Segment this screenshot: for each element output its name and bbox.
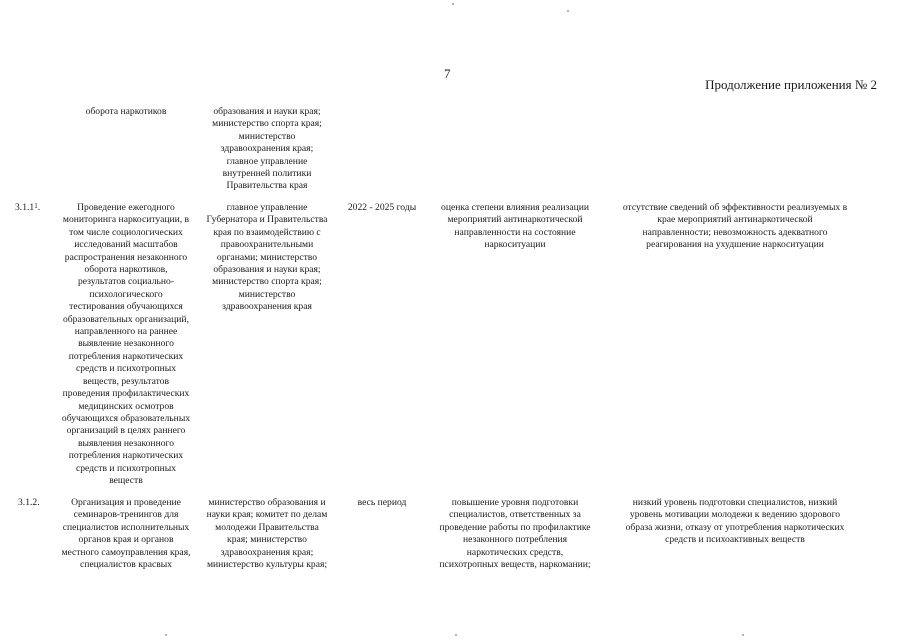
consequences-text: низкий уровень подготовки специалистов, низкий уровень мотивации молодежи к ведению здорового образа жизни, отказу от употребления наркотических средств и психоактивных веществ	[625, 497, 845, 546]
measure-text: Проведение ежегодного мониторинга наркоситуации, в том числе социологических исследований масштабов распространения незаконного оборота наркотиков, результатов социально- психологического тестирования обучающихся образовательных организаций, направленного на раннее выявление незаконного потребления наркотических средств и психотропных веществ, результатов проведения профилактических медицинских осмотров обучающихся образовательных организаций в целях раннего выявления незаконного потребления наркотических средств и психотропных веществ	[61, 202, 191, 486]
scan-speck	[452, 3, 454, 5]
executors-text: главное управление Губернатора и Правительства края по взаимодействию с правоохранительными органами; министерство образования и науки края; министерство спорта края; министерство здравоохранения края	[206, 202, 328, 313]
page-number: 7	[444, 66, 451, 81]
consequences-text: отсутствие сведений об эффективности реализуемых в крае мероприятий антинаркотической направленности; невозможность адекватного реагирования на ухудшение наркоситуации	[622, 202, 848, 251]
row-number: 3.1.1$^1$.	[15, 202, 41, 213]
scan-speck	[165, 634, 167, 636]
row-number: 3.1.2.	[18, 497, 40, 508]
scan-speck	[567, 10, 569, 12]
result-text: оценка степени влияния реализации мероприятий антинаркотической направленности на состояние наркоситуации	[441, 202, 589, 251]
measure-text: Организация и проведение семинаров-тренингов для специалистов исполнительных органов края и органов местного самоуправления края, специалистов красвых	[61, 497, 191, 571]
continued-executors-text: образования и науки края; министерство спорта края; министерство здравоохранения края; главное управление внутренней политики Правительства края	[212, 106, 322, 192]
continuation-label: Продолжение приложения № 2	[705, 77, 877, 92]
scan-speck	[455, 634, 457, 636]
result-text: повышение уровня подготовки специалистов, ответственных за проведение работы по профилактике незаконного потребления наркотических средств, психотропных веществ, наркомании;	[439, 497, 591, 571]
executors-text: министерство образования и науки края; комитет по делам молодежи Правительства края; министерство здравоохранения края; министерство культуры края;	[206, 497, 328, 571]
continued-measure-text: оборота наркотиков	[85, 106, 167, 117]
scan-speck	[742, 634, 744, 636]
period-text: весь период	[357, 497, 407, 508]
period-text: 2022 - 2025 годы	[347, 202, 417, 213]
